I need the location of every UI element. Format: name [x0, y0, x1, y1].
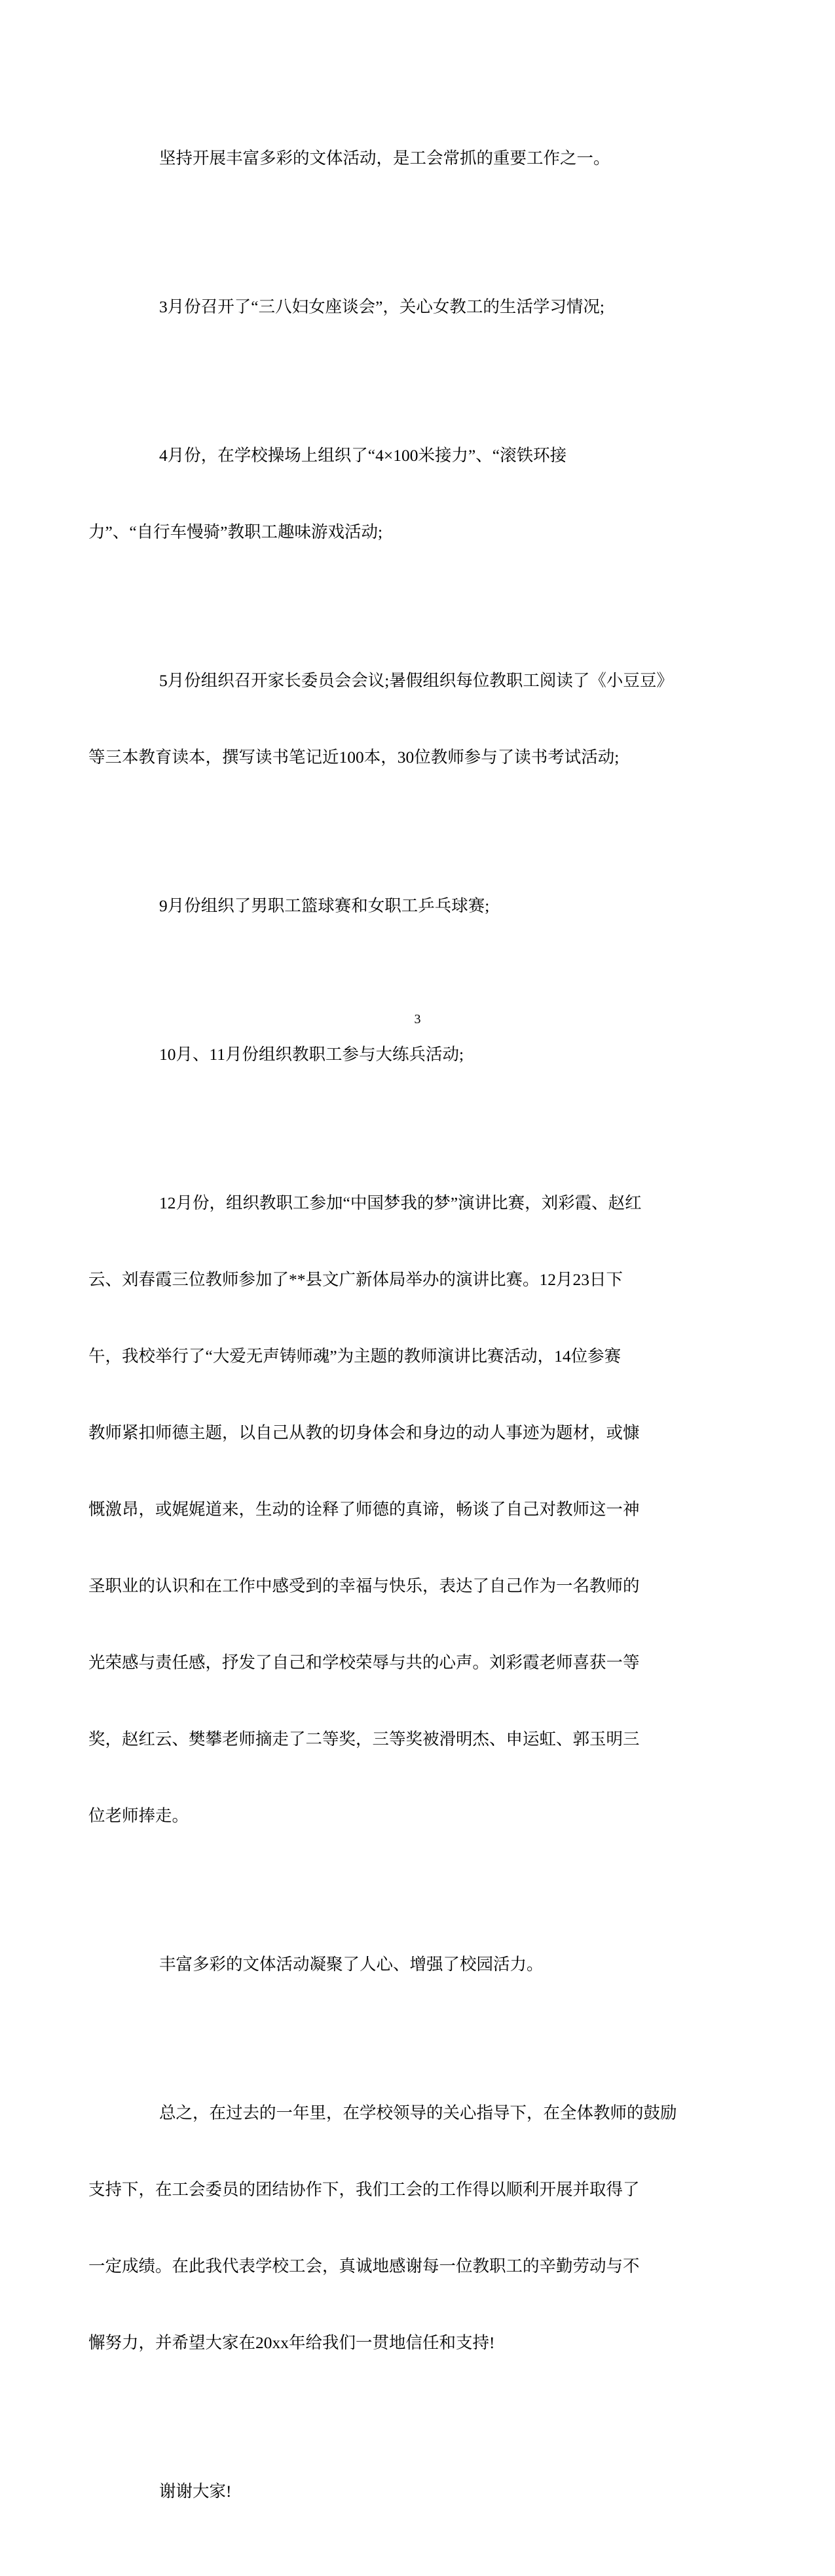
text-line: 云、刘春霞三位教师参加了**县文广新体局举办的演讲比赛。12月23日下	[88, 1270, 623, 1289]
page-number: 3	[414, 1012, 421, 1026]
text-line: 支持下，在工会委员的团结协作下，我们工会的工作得以顺利开展并取得了	[88, 2180, 640, 2199]
paragraph-september	[124, 842, 713, 970]
paragraph-thanks	[124, 2427, 713, 2555]
document-body	[88, 94, 713, 2576]
paragraph-march	[124, 243, 713, 371]
text-line: 懈努力，并希望大家在20xx年给我们一贯地信任和支持!	[88, 2333, 495, 2352]
paragraph-december-speech-contest	[88, 1139, 713, 1879]
text-line: 光荣感与责任感，抒发了自己和学校荣辱与共的心声。刘彩霞老师喜获一等	[88, 1653, 640, 1672]
text-line: 4月份，在学校操场上组织了“4×100米接力”、“滚铁环接	[159, 446, 567, 465]
text-line: 10月、11月份组织教职工参与大练兵活动;	[159, 1045, 464, 1064]
text-line: 9月份组织了男职工篮球赛和女职工乒乓球赛;	[159, 896, 490, 915]
text-line: 位老师捧走。	[88, 1806, 189, 1825]
text-line: 等三本教育读本，撰写读书笔记近100本，30位教师参与了读书考试活动;	[88, 748, 620, 767]
paragraph-april	[88, 391, 713, 596]
text-line: 慨激昂，或娓娓道来，生动的诠释了师德的真谛，畅谈了自己对教师这一神	[88, 1500, 640, 1519]
text-line: 12月份，组织教职工参加“中国梦我的梦”演讲比赛，刘彩霞、赵红	[159, 1193, 642, 1212]
text-line: 圣职业的认识和在工作中感受到的幸福与快乐，表达了自己作为一名教师的	[88, 1576, 640, 1595]
text-line: 丰富多彩的文体活动凝聚了人心、增强了校园活力。	[159, 1955, 544, 1974]
text-line: 教师紧扣师德主题，以自己从教的切身体会和身边的动人事迹为题材，或慷	[88, 1423, 640, 1442]
text-line: 奖，赵红云、樊攀老师摘走了二等奖，三等奖被滑明杰、申运虹、郭玉明三	[88, 1730, 640, 1749]
paragraph-october-november	[124, 990, 713, 1118]
text-line: 坚持开展丰富多彩的文体活动，是工会常抓的重要工作之一。	[159, 149, 610, 168]
text-line: 5月份组织召开家长委员会会议;暑假组织每位教职工阅读了《小豆豆》	[159, 671, 673, 690]
paragraph-may-summer	[88, 617, 713, 821]
text-line: 总之，在过去的一年里，在学校领导的关心指导下，在全体教师的鼓励	[159, 2103, 677, 2122]
paragraph-activities-summary	[124, 1900, 713, 2028]
text-line: 谢谢大家!	[159, 2482, 232, 2501]
text-line: 午，我校举行了“大爱无声铸师魂”为主题的教师演讲比赛活动，14位参赛	[88, 1347, 622, 1366]
text-line: 3月份召开了“三八妇女座谈会”，关心女教工的生活学习情况;	[159, 297, 604, 316]
paragraph-cultural-activities-intro	[124, 94, 713, 222]
paragraph-conclusion	[88, 2049, 713, 2406]
text-line: 一定成绩。在此我代表学校工会，真诚地感谢每一位教职工的辛勤劳动与不	[88, 2257, 640, 2276]
text-line: 力”、“自行车慢骑”教职工趣味游戏活动;	[88, 522, 383, 541]
